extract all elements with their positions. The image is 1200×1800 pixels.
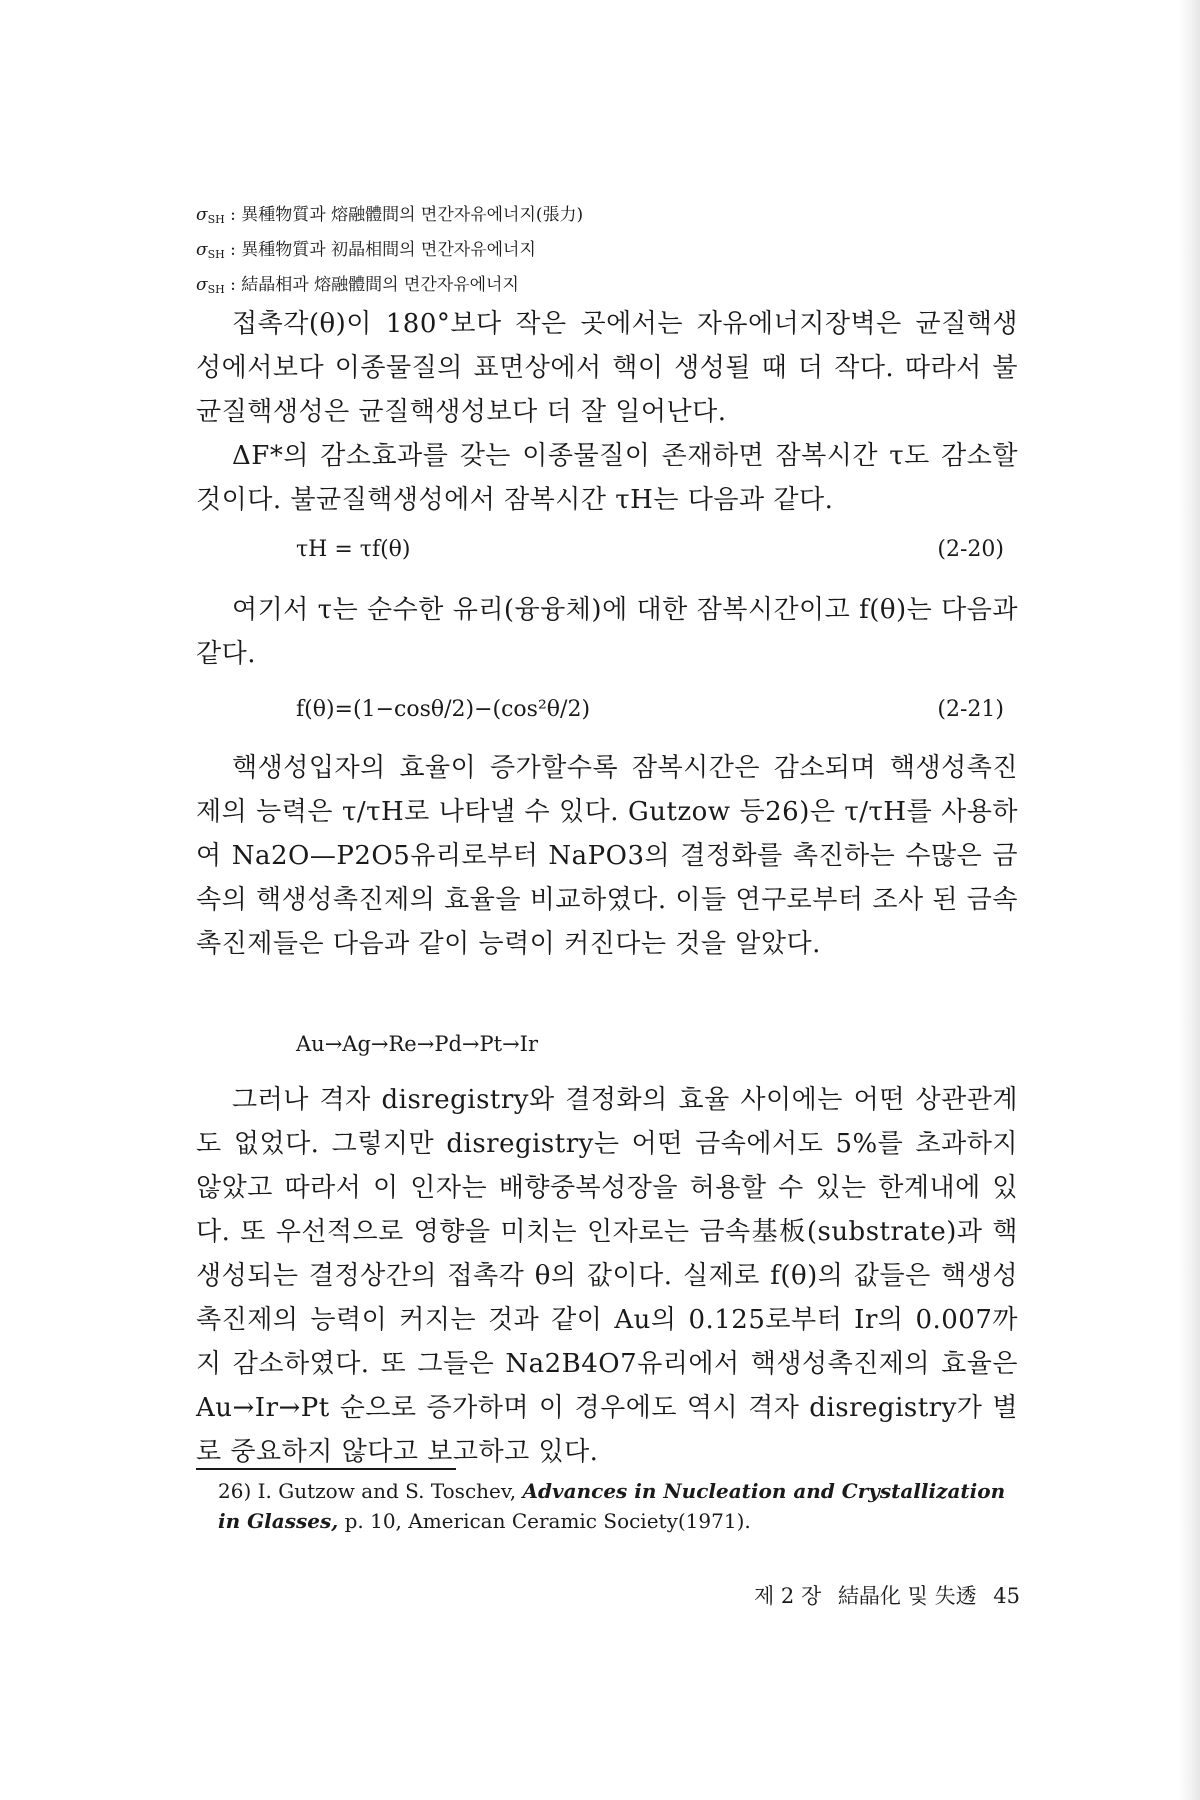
symbol-subscript: SH	[207, 213, 225, 226]
paragraph-block-4	[196, 1078, 1018, 1474]
definition-text: : 異種物質과 熔融體間의 면간자유에너지(張力)	[224, 205, 584, 225]
paragraph-block-1	[196, 302, 1018, 522]
symbol-definitions	[196, 200, 583, 305]
definition-line-3	[196, 270, 583, 305]
equation-number: (2-20)	[937, 537, 1004, 562]
footnote-title: Advances in Nucleation and Crystallization in Glasses,	[218, 1479, 1006, 1533]
symbol: σ	[196, 240, 208, 260]
definition-text: : 異種物質과 初晶相間의 면간자유에너지	[224, 240, 536, 260]
equation-expression: τH = τf(θ)	[296, 537, 411, 562]
chapter-title: 結晶化 및 失透	[837, 1584, 977, 1608]
footnote-rule	[196, 1468, 456, 1470]
chapter-label: 제 2 장	[753, 1584, 822, 1608]
paragraph-gutzow-study: 핵생성입자의 효율이 증가할수록 잠복시간은 감소되며 핵생성촉진제의 능력은 τ/τH로 나타낼 수 있다. Gutzow 등26)은 τ/τH를 사용하여 Na2O—P2O5유리로부터 NaPO3의 결정화를 촉진하는 수많은 금속의 핵생성촉진제의 효율을 비교하였다. 이들 연구로부터 조사 된 금속촉진제들은 다음과 같이 능력이 커진다는 것을 알았다.	[196, 753, 1018, 959]
metal-series: Au→Ag→Re→Pd→Pt→Ir	[296, 1032, 538, 1056]
paragraph-disregistry: 그러나 격자 disregistry와 결정화의 효율 사이에는 어떤 상관관계도 없었다. 그렇지만 disregistry는 어떤 금속에서도 5%를 초과하지 않았고 따라서 이 인자는 배향중복성장을 허용할 수 있는 한계내에 있다. 또 우선적으로 영향을 미치는 인자로는 금속基板(substrate)과 핵생성되는 결정상간의 접촉각 θ의 값이다. 실제로 f(θ)의 값들은 핵생성촉진제의 능력이 커지는 것과 같이 Au의 0.125로부터 Ir의 0.007까지 감소하였다. 또 그들은 Na2B4O7유리에서 핵생성촉진제의 효율은 Au→Ir→Pt 순으로 증가하며 이 경우에도 역시 격자 disregistry가 별로 중요하지 않다고 보고하고 있다.	[196, 1085, 1018, 1467]
equation-number: (2-21)	[937, 697, 1004, 722]
definition-text: : 結晶相과 熔融體間의 면간자유에너지	[224, 275, 519, 295]
definition-line-2	[196, 235, 583, 270]
running-footer	[686, 1580, 1020, 1610]
footnote-publisher: p. 10, American Ceramic Society(1971).	[344, 1509, 751, 1533]
equation-expression: f(θ)=(1−cosθ/2)−(cos²θ/2)	[296, 697, 591, 722]
paragraph-contact-angle: 접촉각(θ)이 180°보다 작은 곳에서는 자유에너지장벽은 균질핵생성에서보다 이종물질의 표면상에서 핵이 생성될 때 더 작다. 따라서 불균질핵생성은 균질핵생성보다 더 잘 일어난다.	[196, 309, 1018, 427]
page-gutter	[1178, 0, 1200, 1800]
definition-line-1	[196, 200, 583, 235]
footnote-number: 26)	[218, 1479, 252, 1503]
paragraph-where-tau: 여기서 τ는 순수한 유리(융융체)에 대한 잠복시간이고 f(θ)는 다음과 같다.	[196, 595, 1018, 669]
equation-2-20	[196, 530, 1018, 570]
footnote-26	[218, 1476, 1028, 1536]
symbol-subscript: SH	[207, 248, 225, 261]
symbol: σ	[196, 275, 208, 295]
paragraph-block-2	[196, 588, 1018, 676]
paragraph-incubation-time: ΔF*의 감소효과를 갖는 이종물질이 존재하면 잠복시간 τ도 감소할 것이다. 불균질핵생성에서 잠복시간 τH는 다음과 같다.	[196, 441, 1018, 515]
footnote-authors: I. Gutzow and S. Toschev,	[257, 1479, 517, 1503]
paragraph-block-3	[196, 746, 1018, 966]
page-number: 45	[993, 1584, 1020, 1608]
symbol: σ	[196, 205, 208, 225]
symbol-subscript: SH	[207, 283, 225, 296]
equation-2-21	[196, 690, 1018, 730]
